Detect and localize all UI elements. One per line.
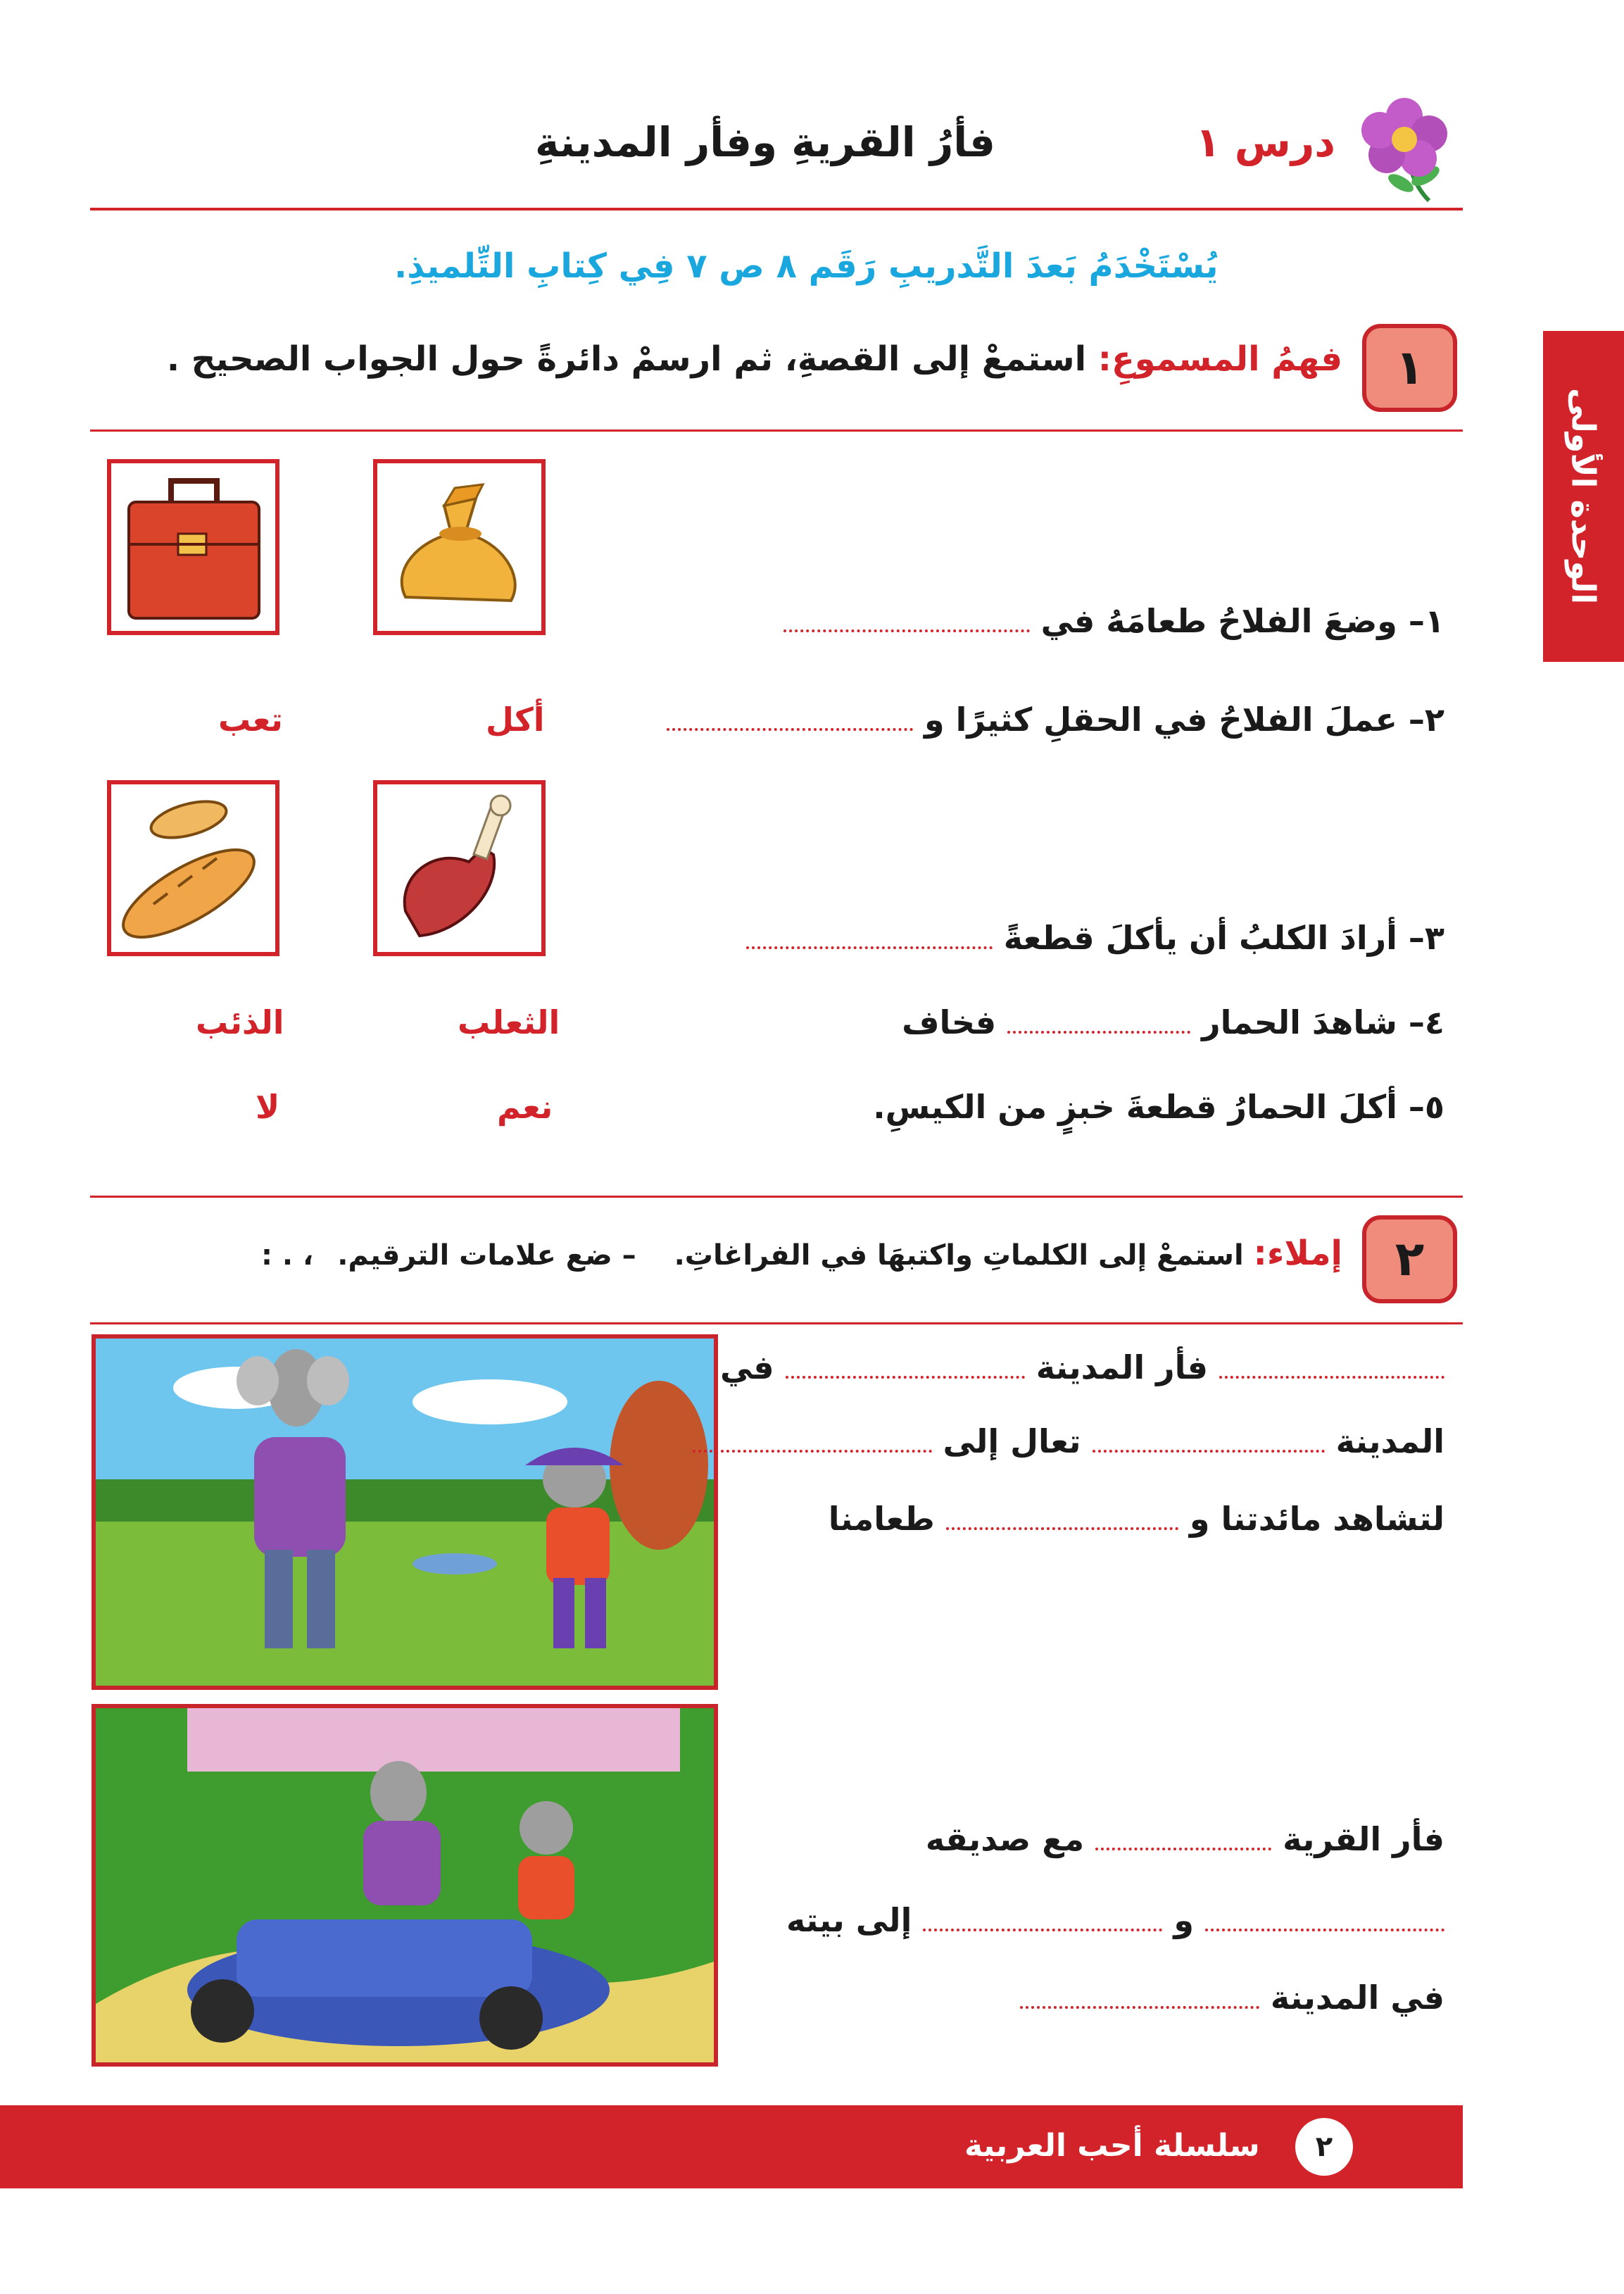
- question-4: [902, 1003, 1444, 1041]
- choice-akal[interactable]: أكل: [486, 701, 545, 739]
- unit-side-tab: [1543, 331, 1624, 662]
- dictation-line-3: [829, 1500, 1444, 1538]
- dictation-line-5: [786, 1901, 1444, 1939]
- series-name: سلسلة أحب العربية: [964, 2128, 1260, 2164]
- question-1-text: ١– وضعَ الفلاحُ طعامَهُ في: [1040, 602, 1444, 640]
- answer-blank[interactable]: [667, 721, 913, 731]
- dictation-text: طعامنا: [828, 1500, 935, 1538]
- usage-note: يُسْتَخْدَمُ بَعدَ التَّدريبِ رَقَم ٨ ص ٧ فِي كِتابِ التِّلميذِ.: [394, 246, 1219, 286]
- dictation-line-2: [693, 1422, 1444, 1460]
- meat-image[interactable]: [373, 780, 546, 956]
- briefcase-icon: [111, 463, 275, 631]
- question-4-tail: فخاف: [902, 1003, 997, 1041]
- dictation-text: و: [1173, 1901, 1194, 1939]
- dictation-line-6: [1020, 1979, 1444, 2017]
- dictation-text: لتشاهد مائدتنا و: [1189, 1500, 1444, 1538]
- question-3-text: ٣– أرادَ الكلبُ أن يأكلَ قطعةً: [1003, 919, 1444, 957]
- dictation-text: إلى بيته: [786, 1901, 912, 1939]
- question-4-text: ٤– شاهدَ الحمار: [1202, 1003, 1444, 1041]
- bread-icon: [111, 784, 275, 952]
- dictation-blank[interactable]: [923, 1922, 1162, 1931]
- dictation-line-4: [926, 1820, 1444, 1858]
- dictation-blank[interactable]: [1205, 1922, 1444, 1931]
- dictation-text: فأر القرية: [1283, 1820, 1444, 1858]
- dictation-blank[interactable]: [693, 1443, 932, 1453]
- dictation-text: مع صديقه: [925, 1820, 1085, 1858]
- dictation-text: تعال إلى: [943, 1422, 1081, 1460]
- section-1-label: فهمُ المسموعِ:: [1097, 339, 1342, 379]
- punctuation-marks: ، . :: [261, 1239, 314, 1272]
- question-2-text: ٢– عملَ الفلاحُ في الحقلِ كثيرًا و: [924, 701, 1444, 739]
- section-2-instruction2: – ضع علامات الترقيم.: [337, 1239, 636, 1272]
- answer-blank[interactable]: [746, 939, 993, 949]
- divider: [90, 208, 1463, 211]
- question-3: [746, 919, 1444, 957]
- choice-wolf[interactable]: الذئب: [196, 1003, 284, 1041]
- question-5: ٥– أكلَ الحمارُ قطعةَ خبزٍ من الكيسِ.: [873, 1088, 1444, 1126]
- page-title: فأرُ القريةِ وفأر المدينةِ: [535, 118, 996, 166]
- meat-icon: [377, 784, 541, 952]
- dictation-text: في المدينة: [1270, 1979, 1444, 2017]
- choice-yes[interactable]: نعم: [497, 1088, 553, 1126]
- section-2-number: ٢: [1362, 1215, 1457, 1303]
- dictation-blank[interactable]: [1093, 1443, 1325, 1453]
- answer-blank[interactable]: [783, 622, 1030, 632]
- bread-image[interactable]: [107, 780, 279, 956]
- lesson-number: درس ١: [1195, 118, 1335, 166]
- divider: [90, 1322, 1463, 1324]
- choice-no[interactable]: لا: [256, 1088, 280, 1126]
- dictation-blank[interactable]: [1095, 1841, 1271, 1850]
- choice-fox[interactable]: الثعلب: [458, 1003, 560, 1041]
- dictation-blank[interactable]: [786, 1369, 1025, 1379]
- dictation-text: في: [719, 1348, 774, 1386]
- bag-image[interactable]: [373, 459, 546, 635]
- dictation-blank[interactable]: [1020, 1999, 1259, 2009]
- answer-blank[interactable]: [1007, 1024, 1190, 1034]
- briefcase-image[interactable]: [107, 459, 279, 635]
- scene-illustration-2: [92, 1704, 718, 2067]
- unit-label: الوحدة الأولى: [1564, 388, 1603, 605]
- section-1-heading: [167, 339, 1342, 379]
- page-number: ٢: [1295, 2118, 1353, 2176]
- section-2-heading: [261, 1234, 1342, 1273]
- dictation-text: فأر المدينة: [1036, 1348, 1208, 1386]
- section-2-label: إملاء:: [1253, 1234, 1342, 1273]
- section-1-instruction: استمعْ إلى القصةِ، ثم ارسمْ دائرةً حول الجواب الصحيح .: [166, 339, 1087, 379]
- section-1-number: ١: [1362, 324, 1457, 412]
- divider: [90, 1196, 1463, 1198]
- section-2-instruction: استمعْ إلى الكلماتِ واكتبهَا في الفراغاتِ.: [674, 1239, 1244, 1272]
- question-1: [783, 602, 1444, 640]
- dictation-blank[interactable]: [1219, 1369, 1444, 1379]
- divider: [90, 430, 1463, 432]
- flower-icon: [1359, 92, 1450, 204]
- question-2: [667, 701, 1444, 739]
- dictation-blank[interactable]: [946, 1520, 1178, 1530]
- dictation-text: المدينة: [1335, 1422, 1444, 1460]
- dictation-line-1: [720, 1348, 1444, 1386]
- scene-illustration-1: [92, 1334, 718, 1690]
- choice-taab[interactable]: تعب: [218, 701, 283, 739]
- bag-icon: [377, 463, 541, 631]
